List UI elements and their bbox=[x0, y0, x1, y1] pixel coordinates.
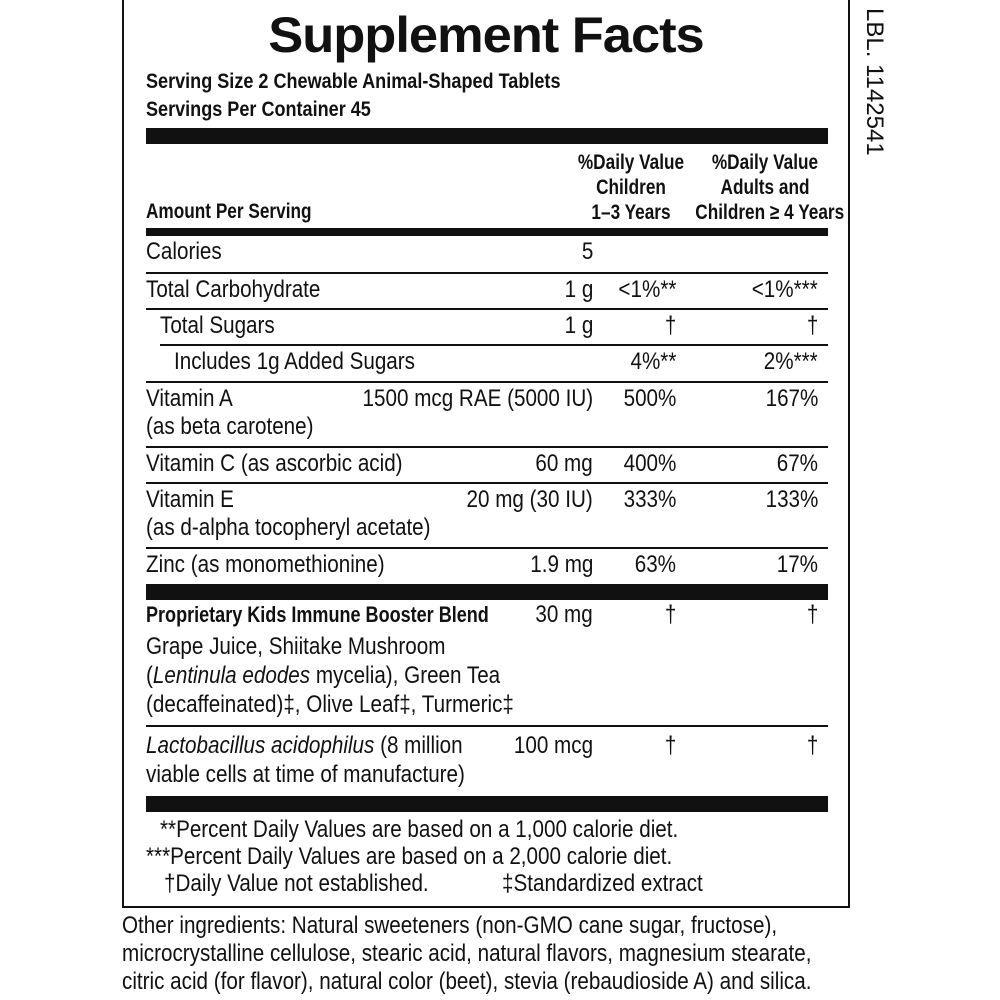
row-divider bbox=[146, 308, 828, 310]
lacto-dv1: † bbox=[664, 732, 676, 759]
label-code: LBL. 1142541 bbox=[861, 8, 888, 156]
amount-per-serving-header: Amount Per Serving bbox=[146, 200, 312, 223]
blend-name: Proprietary Kids Immune Booster Blend bbox=[146, 602, 489, 627]
row-carb-amount: 1 g bbox=[564, 276, 593, 303]
lacto-amount: 100 mcg bbox=[513, 732, 593, 759]
row-vitamin-a-amount: 1500 mcg RAE (5000 IU) bbox=[362, 385, 593, 412]
dv-children-header bbox=[578, 150, 685, 225]
thick-divider-bottom bbox=[146, 796, 828, 812]
dv-adults-header-line: Children ≥ 4 Years bbox=[695, 201, 845, 224]
blend-ingredients-line3: (decaffeinated)‡, Olive Leaf‡, Turmeric‡ bbox=[146, 691, 514, 718]
row-divider bbox=[146, 547, 828, 549]
thick-divider-blend bbox=[146, 584, 828, 600]
row-vitamin-c-dv2: 67% bbox=[776, 450, 818, 477]
row-vitamin-a-dv1: 500% bbox=[623, 385, 676, 412]
blend-amount: 30 mg bbox=[535, 601, 593, 628]
row-carb-dv2: <1%*** bbox=[752, 276, 818, 303]
medium-divider bbox=[146, 228, 828, 236]
servings-per-container: Servings Per Container 45 bbox=[146, 98, 371, 121]
row-sugars-name: Total Sugars bbox=[160, 312, 275, 339]
row-zinc-dv1: 63% bbox=[634, 551, 676, 578]
dv-adults-header-line: Adults and bbox=[720, 176, 810, 199]
blend-species: Lentinula edodes bbox=[152, 662, 311, 689]
blend-ingredients-line2 bbox=[146, 662, 500, 690]
row-vitamin-c-dv1: 400% bbox=[623, 450, 676, 477]
row-added-sugars-dv2: 2%*** bbox=[764, 348, 818, 375]
row-added-sugars-dv1: 4%** bbox=[630, 348, 676, 375]
lacto-species: Lactobacillus acidophilus bbox=[146, 732, 375, 759]
dv-adults-header-line: %Daily Value bbox=[711, 151, 819, 174]
footnote-1000-cal: **Percent Daily Values are based on a 1,000 calorie diet. bbox=[160, 816, 679, 843]
blend-dv2: † bbox=[806, 601, 818, 628]
row-carb-dv1: <1%** bbox=[618, 276, 676, 303]
row-divider bbox=[146, 381, 828, 383]
lacto-line2: viable cells at time of manufacture) bbox=[146, 761, 465, 788]
supplement-facts-panel bbox=[122, 0, 850, 908]
row-zinc-amount: 1.9 mg bbox=[529, 551, 593, 578]
row-divider bbox=[146, 272, 828, 274]
dv-children-header-line: Children bbox=[596, 176, 666, 199]
row-sugars-dv1: † bbox=[664, 312, 676, 339]
dv-children-header-line: %Daily Value bbox=[577, 151, 685, 174]
row-divider bbox=[160, 344, 828, 346]
lacto-rest: (8 million bbox=[374, 732, 463, 759]
row-vitamin-a-name: Vitamin A bbox=[146, 385, 233, 412]
other-ingredients-line3: citric acid (for flavor), natural color (beet), stevia (rebaudioside A) and silica. bbox=[122, 968, 812, 995]
lacto-line1 bbox=[146, 732, 463, 760]
row-divider bbox=[146, 725, 828, 727]
row-carb-name: Total Carbohydrate bbox=[146, 276, 321, 303]
row-calories-name: Calories bbox=[146, 238, 222, 265]
thick-divider-top bbox=[146, 128, 828, 144]
blend-line2-rest: mycelia), Green Tea bbox=[310, 662, 501, 689]
row-added-sugars-name: Includes 1g Added Sugars bbox=[174, 348, 415, 375]
row-sugars-amount: 1 g bbox=[564, 312, 593, 339]
blend-ingredients-line1: Grape Juice, Shiitake Mushroom bbox=[146, 633, 446, 660]
dv-adults-header bbox=[695, 150, 845, 225]
footnote-double-dagger: ‡Standardized extract bbox=[502, 870, 703, 897]
other-ingredients-line2: microcrystalline cellulose, stearic acid, natural flavors, magnesium stearate, bbox=[122, 940, 812, 967]
row-vitamin-a-sub: (as beta carotene) bbox=[146, 413, 314, 440]
lacto-dv2: † bbox=[806, 732, 818, 759]
row-vitamin-e-dv2: 133% bbox=[765, 486, 818, 513]
panel-title: Supplement Facts bbox=[268, 7, 704, 63]
row-vitamin-a-dv2: 167% bbox=[765, 385, 818, 412]
row-vitamin-e-dv1: 333% bbox=[623, 486, 676, 513]
other-ingredients-line1: Other ingredients: Natural sweeteners (non-GMO cane sugar, fructose), bbox=[122, 912, 778, 939]
serving-size: Serving Size 2 Chewable Animal-Shaped Tablets bbox=[146, 70, 561, 93]
row-divider bbox=[146, 446, 828, 448]
row-vitamin-e-amount: 20 mg (30 IU) bbox=[466, 486, 593, 513]
blend-paren: ( bbox=[146, 662, 153, 689]
row-divider bbox=[146, 482, 828, 484]
row-vitamin-e-sub: (as d-alpha tocopheryl acetate) bbox=[146, 514, 431, 541]
dv-children-header-line: 1–3 Years bbox=[591, 201, 671, 224]
row-zinc-name: Zinc (as monomethionine) bbox=[146, 551, 385, 578]
footnote-dagger: †Daily Value not established. bbox=[164, 870, 429, 897]
blend-dv1: † bbox=[664, 601, 676, 628]
row-zinc-dv2: 17% bbox=[776, 551, 818, 578]
row-sugars-dv2: † bbox=[806, 312, 818, 339]
row-vitamin-e-name: Vitamin E bbox=[146, 486, 234, 513]
row-calories-amount: 5 bbox=[581, 238, 593, 265]
footnote-2000-cal: ***Percent Daily Values are based on a 2,000 calorie diet. bbox=[146, 843, 673, 870]
row-vitamin-c-amount: 60 mg bbox=[535, 450, 593, 477]
row-vitamin-c-name: Vitamin C (as ascorbic acid) bbox=[146, 450, 403, 477]
